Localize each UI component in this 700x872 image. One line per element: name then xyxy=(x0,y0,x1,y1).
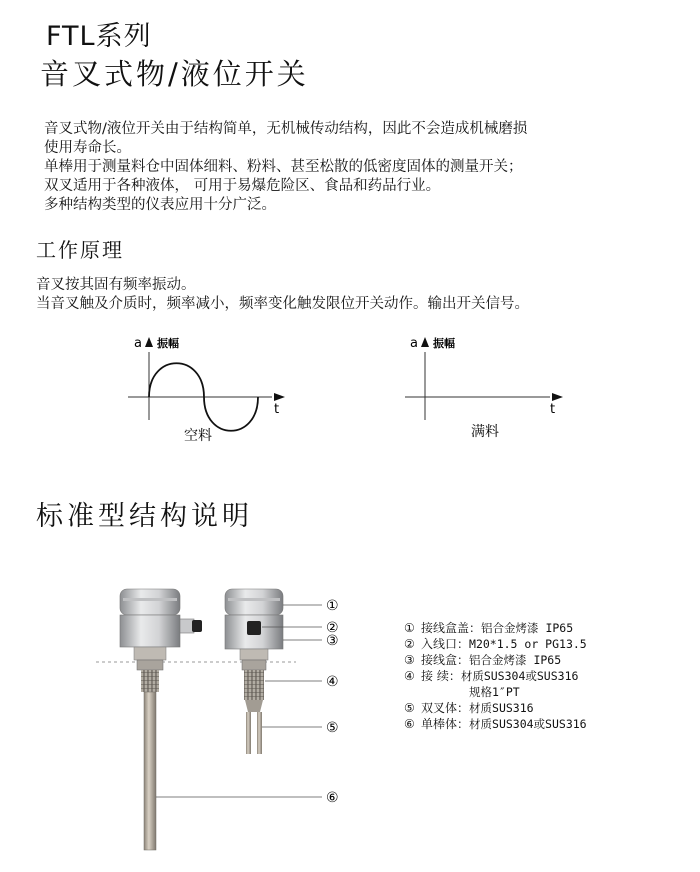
legend-number: ② xyxy=(404,637,415,651)
legend-label: 入线口： xyxy=(421,637,470,651)
neck-left xyxy=(134,647,166,660)
y-axis-label: 振幅 xyxy=(157,337,179,350)
page-title: 音叉式物/液位开关 xyxy=(40,57,309,91)
cable-entry-icon xyxy=(247,621,261,635)
x-axis-arrow xyxy=(274,393,285,401)
legend-number: ⑤ xyxy=(404,701,415,715)
legend-label: 单棒体： xyxy=(421,717,470,731)
chart-full xyxy=(405,336,563,440)
callout-number: ① xyxy=(326,598,339,614)
fork-base xyxy=(245,700,263,712)
y-axis-arrow xyxy=(421,337,429,347)
legend-row xyxy=(404,700,587,716)
legend-value: 材质SUS304或SUS316 xyxy=(460,669,579,683)
callout-number: ② xyxy=(326,620,339,636)
legend-value: M20*1.5 or PG13.5 xyxy=(469,637,587,651)
cover-rim xyxy=(123,598,177,601)
cover-right xyxy=(225,589,283,615)
callout-number: ③ xyxy=(326,633,339,649)
structure-legend xyxy=(404,620,587,732)
intro-line: 双叉适用于各种液体， 可用于易爆危险区、食品和药品行业。 xyxy=(44,178,441,194)
y-axis-arrow xyxy=(145,337,153,347)
chart-caption: 满料 xyxy=(471,424,499,440)
cover-rim xyxy=(228,598,280,601)
chart-caption: 空料 xyxy=(184,428,212,444)
legend-row xyxy=(404,716,587,732)
chart-empty xyxy=(128,336,285,444)
legend-value: 材质SUS304或SUS316 xyxy=(469,717,587,731)
callout-number: ⑥ xyxy=(326,790,339,806)
x-axis-symbol: t xyxy=(274,402,280,417)
tuning-fork-device xyxy=(225,589,283,754)
principle-heading: 工作原理 xyxy=(36,238,124,262)
legend-row xyxy=(404,652,587,668)
legend-label: 接 续： xyxy=(421,669,461,683)
fork-tine xyxy=(246,712,251,754)
legend-label: 接线盒盖： xyxy=(421,621,482,635)
probe-rod xyxy=(144,692,156,850)
legend-row xyxy=(404,668,587,684)
intro-line: 使用寿命长。 xyxy=(44,140,131,156)
series-title: FTL系列 xyxy=(46,21,152,52)
legend-value: 铝合金烤漆 IP65 xyxy=(481,621,574,635)
legend-value: 铝合金烤漆 IP65 xyxy=(469,653,562,667)
hex-nut-right xyxy=(242,660,266,670)
y-axis-symbol: a xyxy=(134,336,142,351)
single-rod-device xyxy=(120,589,202,850)
fork-tine xyxy=(257,712,262,754)
callout-number: ④ xyxy=(326,674,339,690)
legend-row xyxy=(404,684,587,700)
hex-nut-left xyxy=(137,660,163,670)
intro-line: 多种结构类型的仪表应用十分广泛。 xyxy=(44,197,276,213)
principle-line: 当音叉触及介质时，频率减小，频率变化触发限位开关动作。输出开关信号。 xyxy=(36,296,529,312)
principle-line: 音叉按其固有频率振动。 xyxy=(36,277,196,293)
callout-numbers xyxy=(326,598,339,806)
intro-line: 音叉式物/液位开关由于结构简单，无机械传动结构，因此不会造成机械磨损 xyxy=(44,121,528,137)
legend-value: 材质SUS316 xyxy=(469,701,534,715)
x-axis-arrow xyxy=(552,393,563,401)
legend-value: 规格1″PT xyxy=(469,685,520,699)
cover-left xyxy=(120,589,180,615)
legend-number: ③ xyxy=(404,653,415,667)
thread-left xyxy=(141,670,159,692)
legend-row xyxy=(404,620,587,636)
thread-right xyxy=(244,670,264,700)
intro-line: 单棒用于测量料仓中固体细料、粉料、甚至松散的低密度固体的测量开关； xyxy=(44,159,523,175)
neck-right xyxy=(240,649,268,660)
structure-heading: 标准型结构说明 xyxy=(36,501,253,532)
housing-left xyxy=(120,615,180,647)
legend-number: ④ xyxy=(404,669,415,683)
legend-label: 接线盒： xyxy=(421,653,470,667)
x-axis-symbol: t xyxy=(550,402,556,417)
legend-number: ① xyxy=(404,621,415,635)
callout-number: ⑤ xyxy=(326,720,339,736)
y-axis-label: 振幅 xyxy=(433,337,455,350)
cable-gland xyxy=(180,619,194,633)
legend-number: ⑥ xyxy=(404,717,415,731)
legend-label: 双叉体： xyxy=(421,701,470,715)
gland-nut-icon xyxy=(192,620,202,632)
legend-row xyxy=(404,636,587,652)
y-axis-symbol: a xyxy=(410,336,418,351)
